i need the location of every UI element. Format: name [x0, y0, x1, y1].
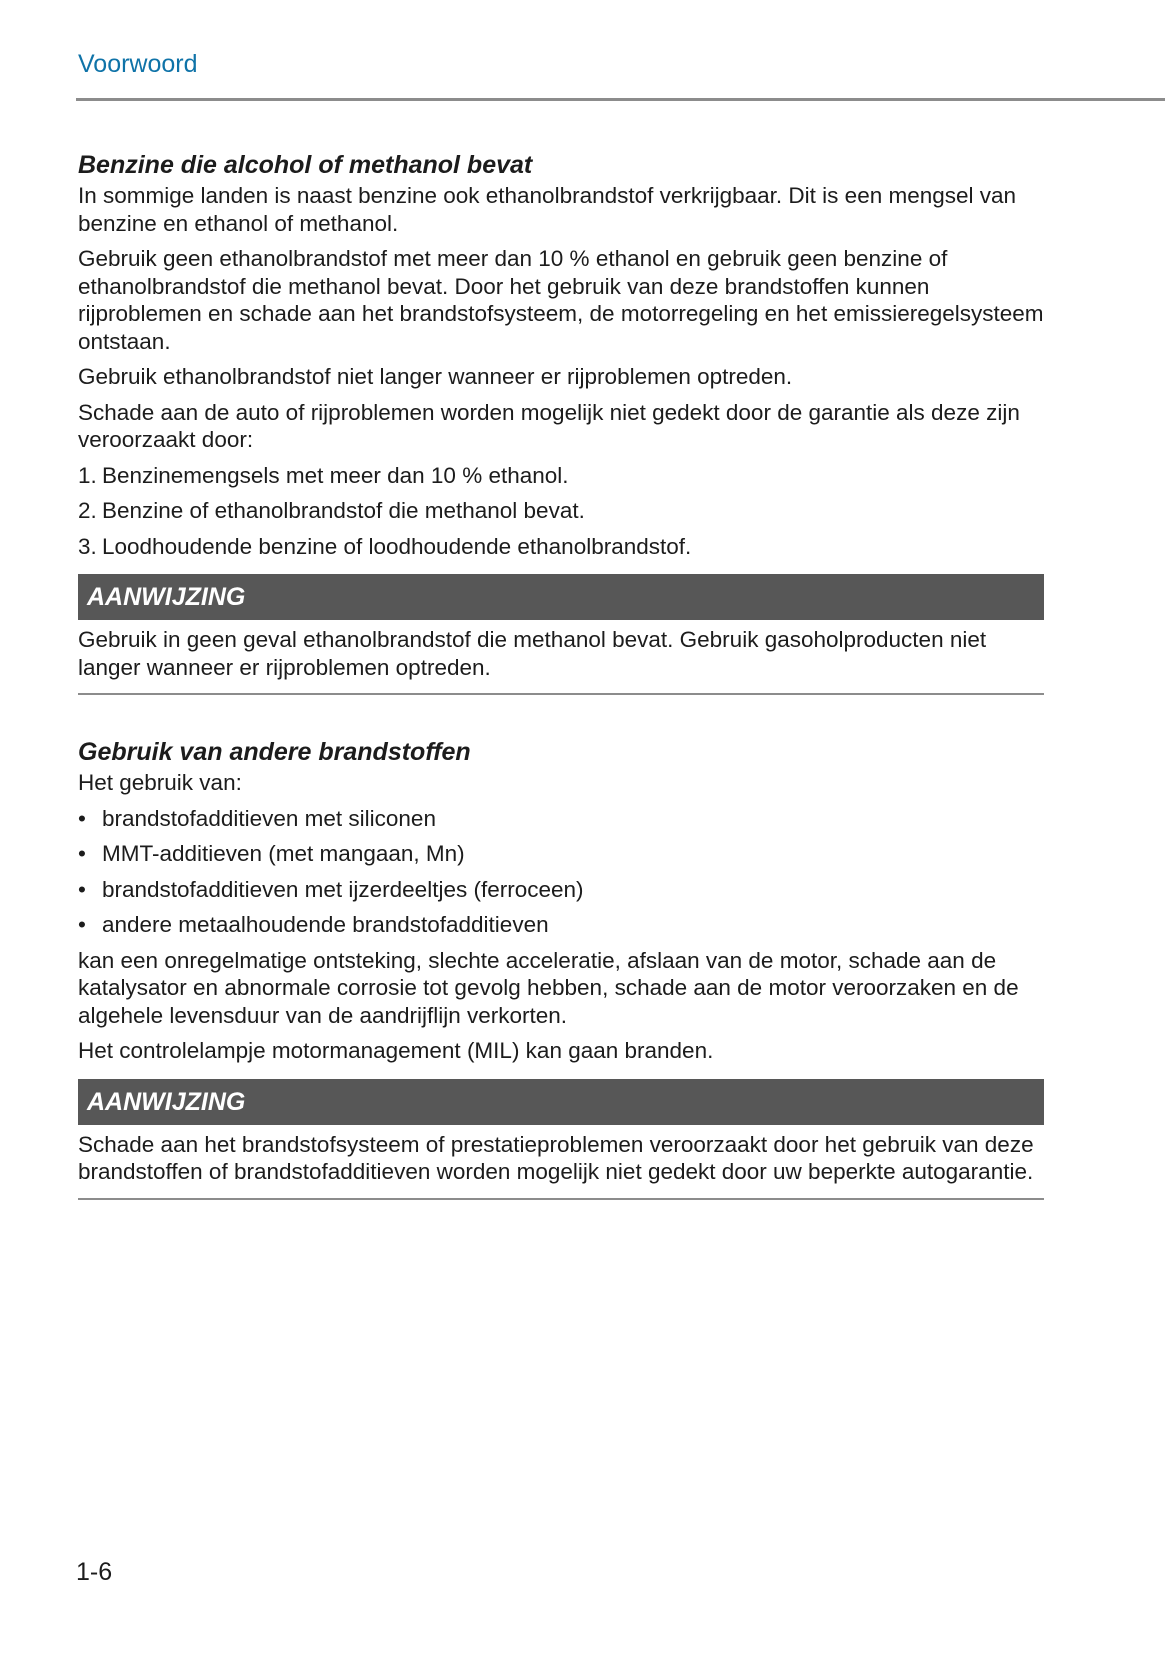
note-text: Gebruik in geen geval ethanolbrandstof die methanol bevat. Gebruik gasoholproducten niet langer wanneer er rijproblemen optreden. [78, 627, 987, 680]
list-item-text: Loodhoudende benzine of loodhoudende ethanolbrandstof. [102, 533, 692, 559]
bullet-list-item [78, 840, 1044, 868]
list-item-text: MMT-additieven (met mangaan, Mn) [102, 841, 465, 866]
list-item-text: brandstofadditieven met ijzerdeeltjes (ferroceen) [102, 876, 584, 902]
header-divider [76, 98, 1165, 101]
bullet-icon: • [78, 912, 86, 937]
page-number: 1-6 [76, 1558, 113, 1586]
numbered-list-item [78, 533, 1044, 561]
section-title-other-fuels: Gebruik van andere brandstoffen [78, 738, 471, 766]
list-item-text: Benzine of ethanolbrandstof die methanol bevat. [102, 498, 585, 523]
list-item-text: brandstofadditieven met siliconen [102, 805, 436, 831]
note-header: AANWIJZING [78, 1079, 1044, 1125]
paragraph: Het controlelampje motormanagement (MIL) kan gaan branden. [78, 1038, 714, 1063]
list-item-text: andere metaalhoudende brandstofadditieven [102, 912, 549, 937]
note-divider [78, 1198, 1044, 1200]
numbered-list-item [78, 462, 1044, 490]
bullet-icon: • [78, 876, 86, 902]
paragraph: Gebruik ethanolbrandstof niet langer wanneer er rijproblemen optreden. [78, 364, 793, 389]
paragraph: kan een onregelmatige ontsteking, slechte acceleratie, afslaan van de motor, schade aan de katalysator en abnormale corrosie tot gevolg hebben, schade aan de motor veroorzaken en de algehele levensduur van de aandrijflijn verkorten. [78, 947, 1019, 1028]
paragraph: In sommige landen is naast benzine ook ethanolbrandstof verkrijgbaar. Dit is een mengsel van benzine en ethanol of methanol. [78, 183, 1017, 236]
note-header: AANWIJZING [78, 574, 1044, 620]
list-number: 2. [78, 498, 97, 523]
bullet-list-item [78, 876, 1044, 904]
paragraph: Gebruik geen ethanolbrandstof met meer dan 10 % ethanol en gebruik geen benzine of ethanolbrandstof die methanol bevat. Door het gebruik van deze brandstoffen kunnen rijproblemen en schade aan het brandstofsysteem, de motorregeling en het emissieregelsysteem ontstaan. [78, 246, 1044, 354]
numbered-list-item [78, 497, 1044, 525]
bullet-icon: • [78, 841, 86, 866]
list-number: 3. [78, 533, 97, 559]
section-title-alcohol-fuel: Benzine die alcohol of methanol bevat [78, 151, 533, 179]
list-number: 1. [78, 462, 97, 488]
page-header-title: Voorwoord [78, 50, 198, 78]
list-item-text: Benzinemengsels met meer dan 10 % ethanol. [102, 462, 569, 488]
paragraph: Schade aan de auto of rijproblemen worden mogelijk niet gedekt door de garantie als deze zijn veroorzaakt door: [78, 399, 1020, 452]
bullet-icon: • [78, 805, 86, 831]
bullet-list-item [78, 805, 1044, 833]
note-text: Schade aan het brandstofsysteem of prestatieproblemen veroorzaakt door het gebruik van deze brandstoffen of brandstofadditieven worden mogelijk niet gedekt door uw beperkte autogarantie. [78, 1131, 1034, 1184]
paragraph: Het gebruik van: [78, 770, 242, 795]
bullet-list-item [78, 911, 1044, 939]
page-content [78, 150, 1044, 1200]
